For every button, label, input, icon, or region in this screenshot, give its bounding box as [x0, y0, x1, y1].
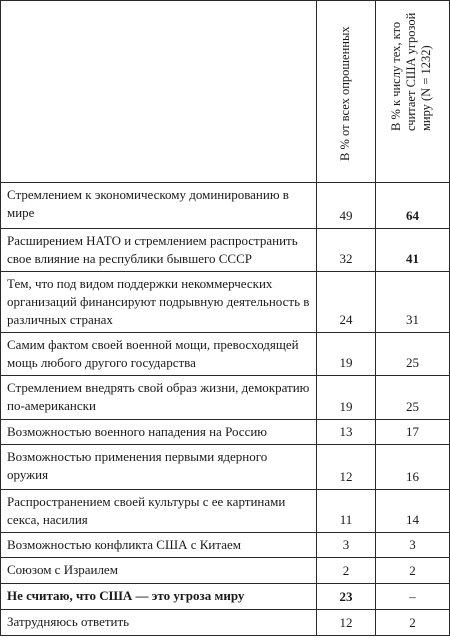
row-value-all: 3 — [317, 533, 376, 558]
row-label: Не считаю, что США — это угроза миру — [1, 584, 317, 610]
row-value-threat: 2 — [376, 610, 450, 636]
row-value-all: 12 — [317, 445, 376, 490]
row-value-threat: 14 — [376, 490, 450, 533]
row-value-all: 12 — [317, 610, 376, 636]
header-col-all-respondents — [317, 1, 376, 183]
row-label: Стремлением к экономическому доминированию в мире — [1, 183, 317, 229]
header-col-threat-believers — [376, 1, 450, 183]
table-row — [1, 490, 450, 533]
row-value-threat: 64 — [376, 183, 450, 229]
table-row — [1, 445, 450, 490]
row-label: Стремлением внедрять свой образ жизни, демократию по-американски — [1, 376, 317, 420]
table-row — [1, 533, 450, 558]
row-label: Тем, что под видом поддержки некоммерческих организаций финансируют подрывную деятельность в различных странах — [1, 272, 317, 333]
row-value-threat: 25 — [376, 376, 450, 420]
table-body — [1, 183, 450, 636]
table-row — [1, 376, 450, 420]
row-value-all: 19 — [317, 376, 376, 420]
row-label: Самим фактом своей военной мощи, превосходящей мощь любого другого государства — [1, 333, 317, 376]
row-label: Затрудняюсь ответить — [1, 610, 317, 636]
table-row — [1, 183, 450, 229]
row-value-all: 19 — [317, 333, 376, 376]
row-label: Возможностью применения первыми ядерного оружия — [1, 445, 317, 490]
row-value-all: 23 — [317, 584, 376, 610]
header-col-all-respondents-text: В % от всех опрошенных — [338, 26, 352, 161]
header-col-threat-believers-text: В % к числу тех, кто считает США угрозой миру (N = 1232) — [388, 12, 433, 131]
table-row — [1, 229, 450, 272]
row-value-all: 49 — [317, 183, 376, 229]
table-row — [1, 420, 450, 445]
row-value-threat: 2 — [376, 558, 450, 584]
table-row — [1, 272, 450, 333]
header-empty-cell — [1, 1, 317, 183]
row-value-threat: 16 — [376, 445, 450, 490]
row-label: Союзом с Израилем — [1, 558, 317, 584]
row-value-threat: 25 — [376, 333, 450, 376]
table-row — [1, 584, 450, 610]
row-label: Возможностью конфликта США с Китаем — [1, 533, 317, 558]
table-row — [1, 610, 450, 636]
row-value-all: 24 — [317, 272, 376, 333]
row-value-all: 2 — [317, 558, 376, 584]
table-row — [1, 333, 450, 376]
table-header-row — [1, 1, 450, 183]
row-value-threat: 3 — [376, 533, 450, 558]
row-value-threat: 31 — [376, 272, 450, 333]
row-value-all: 13 — [317, 420, 376, 445]
table-row — [1, 558, 450, 584]
row-value-all: 32 — [317, 229, 376, 272]
row-value-all: 11 — [317, 490, 376, 533]
row-label: Распространением своей культуры с ее картинами секса, насилия — [1, 490, 317, 533]
row-value-threat: 41 — [376, 229, 450, 272]
row-label: Возможностью военного нападения на Россию — [1, 420, 317, 445]
row-value-threat: – — [376, 584, 450, 610]
row-value-threat: 17 — [376, 420, 450, 445]
row-label: Расширением НАТО и стремлением распространить свое влияние на республики бывшего СССР — [1, 229, 317, 272]
